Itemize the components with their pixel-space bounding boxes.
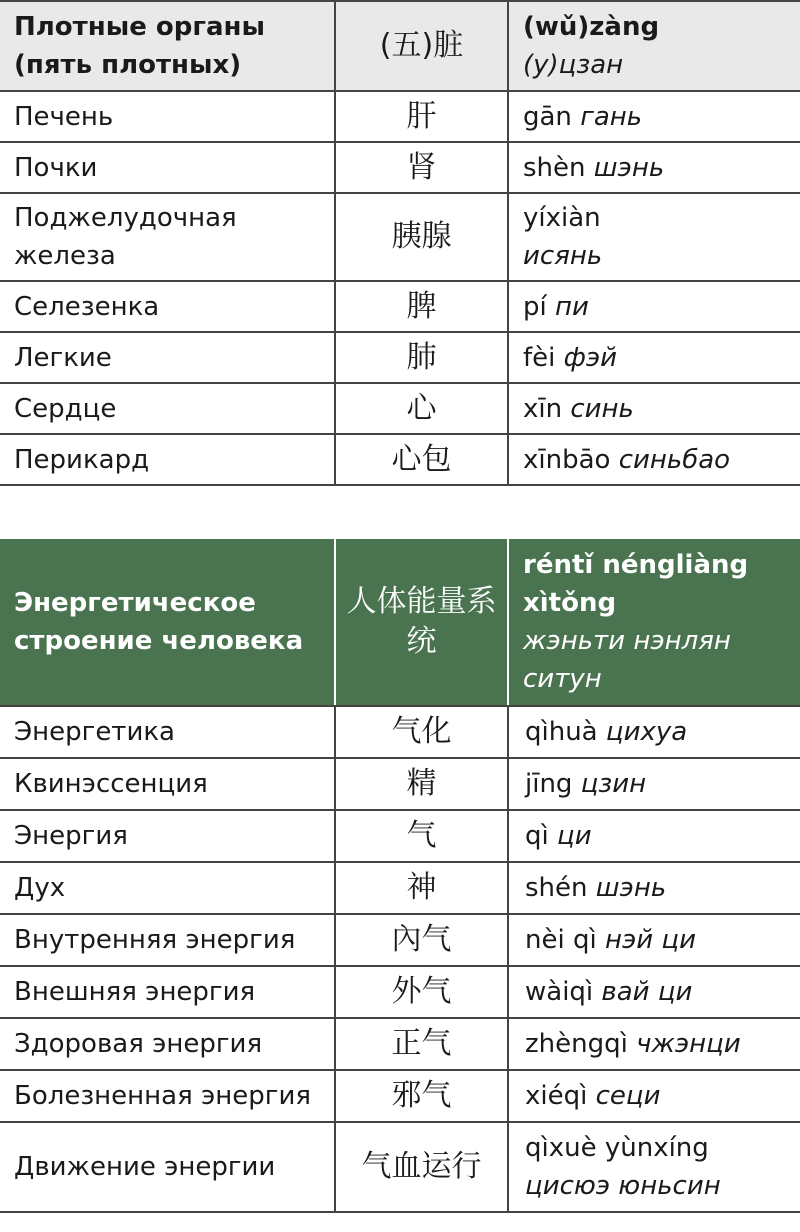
cell-russian: Селезенка bbox=[0, 281, 335, 332]
header-transliteration: (у)цзан bbox=[523, 50, 624, 80]
table-row bbox=[0, 1070, 800, 1122]
cell-russian: Печень bbox=[0, 91, 335, 142]
cell-russian: Внутренняя энергия bbox=[0, 914, 335, 966]
cell-chinese: 外气 bbox=[335, 966, 508, 1018]
pinyin: shén bbox=[525, 873, 588, 903]
cell-russian: Поджелудочная железа bbox=[0, 193, 335, 281]
pinyin: pí bbox=[523, 291, 547, 322]
cell-chinese: 心 bbox=[335, 383, 508, 434]
table-row bbox=[0, 91, 800, 142]
transliteration: фэй bbox=[563, 342, 618, 373]
transliteration: синьбао bbox=[618, 444, 731, 475]
transliteration: чжэнци bbox=[636, 1029, 741, 1059]
cell-russian: Дух bbox=[0, 862, 335, 914]
header-transliteration: жэньти нэнлян ситун bbox=[523, 626, 731, 694]
cell-russian: Квинэссенция bbox=[0, 758, 335, 810]
table-row bbox=[0, 383, 800, 434]
pinyin: fèi bbox=[523, 342, 556, 373]
cell-pinyin bbox=[508, 434, 800, 485]
table-row bbox=[0, 810, 800, 862]
transliteration: шэнь bbox=[595, 873, 667, 903]
pinyin: qìhuà bbox=[525, 717, 598, 747]
table-row bbox=[0, 914, 800, 966]
pinyin: gān bbox=[523, 101, 572, 132]
transliteration: цисюэ юньсин bbox=[525, 1171, 721, 1201]
pinyin: wàiqì bbox=[525, 977, 594, 1007]
header-pinyin bbox=[508, 539, 800, 706]
table-header-row bbox=[0, 1, 800, 91]
cell-pinyin bbox=[508, 706, 800, 758]
cell-chinese: 神 bbox=[335, 862, 508, 914]
table-row bbox=[0, 862, 800, 914]
table-row bbox=[0, 966, 800, 1018]
transliteration: цзин bbox=[580, 769, 647, 799]
pinyin: qì bbox=[525, 821, 549, 851]
cell-pinyin bbox=[508, 332, 800, 383]
transliteration: цихуа bbox=[605, 717, 688, 747]
cell-pinyin bbox=[508, 193, 800, 281]
pinyin: xīn bbox=[523, 393, 563, 424]
transliteration: нэй ци bbox=[604, 925, 696, 955]
header-chinese: (五)脏 bbox=[335, 1, 508, 91]
cell-chinese: 正气 bbox=[335, 1018, 508, 1070]
cell-chinese: 肝 bbox=[335, 91, 508, 142]
cell-pinyin bbox=[508, 91, 800, 142]
cell-chinese: 胰腺 bbox=[335, 193, 508, 281]
cell-chinese: 肺 bbox=[335, 332, 508, 383]
transliteration: шэнь bbox=[593, 152, 665, 183]
cell-russian: Легкие bbox=[0, 332, 335, 383]
cell-pinyin bbox=[508, 1070, 800, 1122]
table-header-row bbox=[0, 539, 800, 706]
pinyin: nèi qì bbox=[525, 925, 597, 955]
cell-chinese: 气血运行 bbox=[335, 1122, 508, 1212]
cell-pinyin bbox=[508, 1122, 800, 1212]
energy-system-table bbox=[0, 539, 800, 1213]
cell-russian: Энергия bbox=[0, 810, 335, 862]
header-chinese: 人体能量系统 bbox=[335, 539, 508, 706]
header-russian-line1: Плотные органы bbox=[14, 12, 265, 42]
cell-russian: Почки bbox=[0, 142, 335, 193]
header-pinyin-text: réntǐ néngliàng xìtǒng bbox=[523, 550, 749, 618]
table-row bbox=[0, 142, 800, 193]
cell-russian: Здоровая энергия bbox=[0, 1018, 335, 1070]
transliteration: пи bbox=[555, 291, 589, 322]
header-russian: Энергетическое строение человека bbox=[0, 539, 335, 706]
pinyin: yíxiàn bbox=[523, 203, 601, 233]
cell-chinese: 精 bbox=[335, 758, 508, 810]
cell-russian: Перикард bbox=[0, 434, 335, 485]
transliteration: вай ци bbox=[601, 977, 693, 1007]
transliteration: исянь bbox=[523, 241, 603, 271]
cell-russian: Энергетика bbox=[0, 706, 335, 758]
cell-chinese: 邪气 bbox=[335, 1070, 508, 1122]
cell-russian: Болезненная энергия bbox=[0, 1070, 335, 1122]
cell-chinese: 肾 bbox=[335, 142, 508, 193]
cell-pinyin bbox=[508, 914, 800, 966]
cell-russian: Сердце bbox=[0, 383, 335, 434]
table-row bbox=[0, 281, 800, 332]
header-russian bbox=[0, 1, 335, 91]
cell-pinyin bbox=[508, 383, 800, 434]
header-pinyin bbox=[508, 1, 800, 91]
transliteration: сеци bbox=[595, 1081, 661, 1111]
table-row bbox=[0, 332, 800, 383]
pinyin: xiéqì bbox=[525, 1081, 588, 1111]
cell-pinyin bbox=[508, 758, 800, 810]
cell-chinese: 脾 bbox=[335, 281, 508, 332]
pinyin: zhèngqì bbox=[525, 1029, 628, 1059]
cell-pinyin bbox=[508, 281, 800, 332]
table-row bbox=[0, 434, 800, 485]
cell-chinese: 气化 bbox=[335, 706, 508, 758]
table-row bbox=[0, 1122, 800, 1212]
table-row bbox=[0, 1018, 800, 1070]
cell-pinyin bbox=[508, 142, 800, 193]
cell-russian: Движение энергии bbox=[0, 1122, 335, 1212]
pinyin: qìxuè yùnxíng bbox=[525, 1133, 709, 1163]
cell-pinyin bbox=[508, 862, 800, 914]
cell-russian: Внешняя энергия bbox=[0, 966, 335, 1018]
pinyin: jīng bbox=[525, 769, 573, 799]
pinyin: xīnbāo bbox=[523, 444, 611, 475]
cell-pinyin bbox=[508, 810, 800, 862]
pinyin: shèn bbox=[523, 152, 586, 183]
transliteration: ци bbox=[557, 821, 592, 851]
transliteration: гань bbox=[580, 101, 643, 132]
cell-chinese: 心包 bbox=[335, 434, 508, 485]
cell-chinese: 气 bbox=[335, 810, 508, 862]
cell-chinese: 內气 bbox=[335, 914, 508, 966]
transliteration: синь bbox=[570, 393, 634, 424]
solid-organs-table bbox=[0, 0, 800, 486]
cell-pinyin bbox=[508, 1018, 800, 1070]
cell-pinyin bbox=[508, 966, 800, 1018]
table-row bbox=[0, 758, 800, 810]
header-pinyin-text: (wǔ)zàng bbox=[523, 12, 660, 42]
table-row bbox=[0, 193, 800, 281]
table-row bbox=[0, 706, 800, 758]
header-russian-line2: (пять плотных) bbox=[14, 50, 242, 80]
